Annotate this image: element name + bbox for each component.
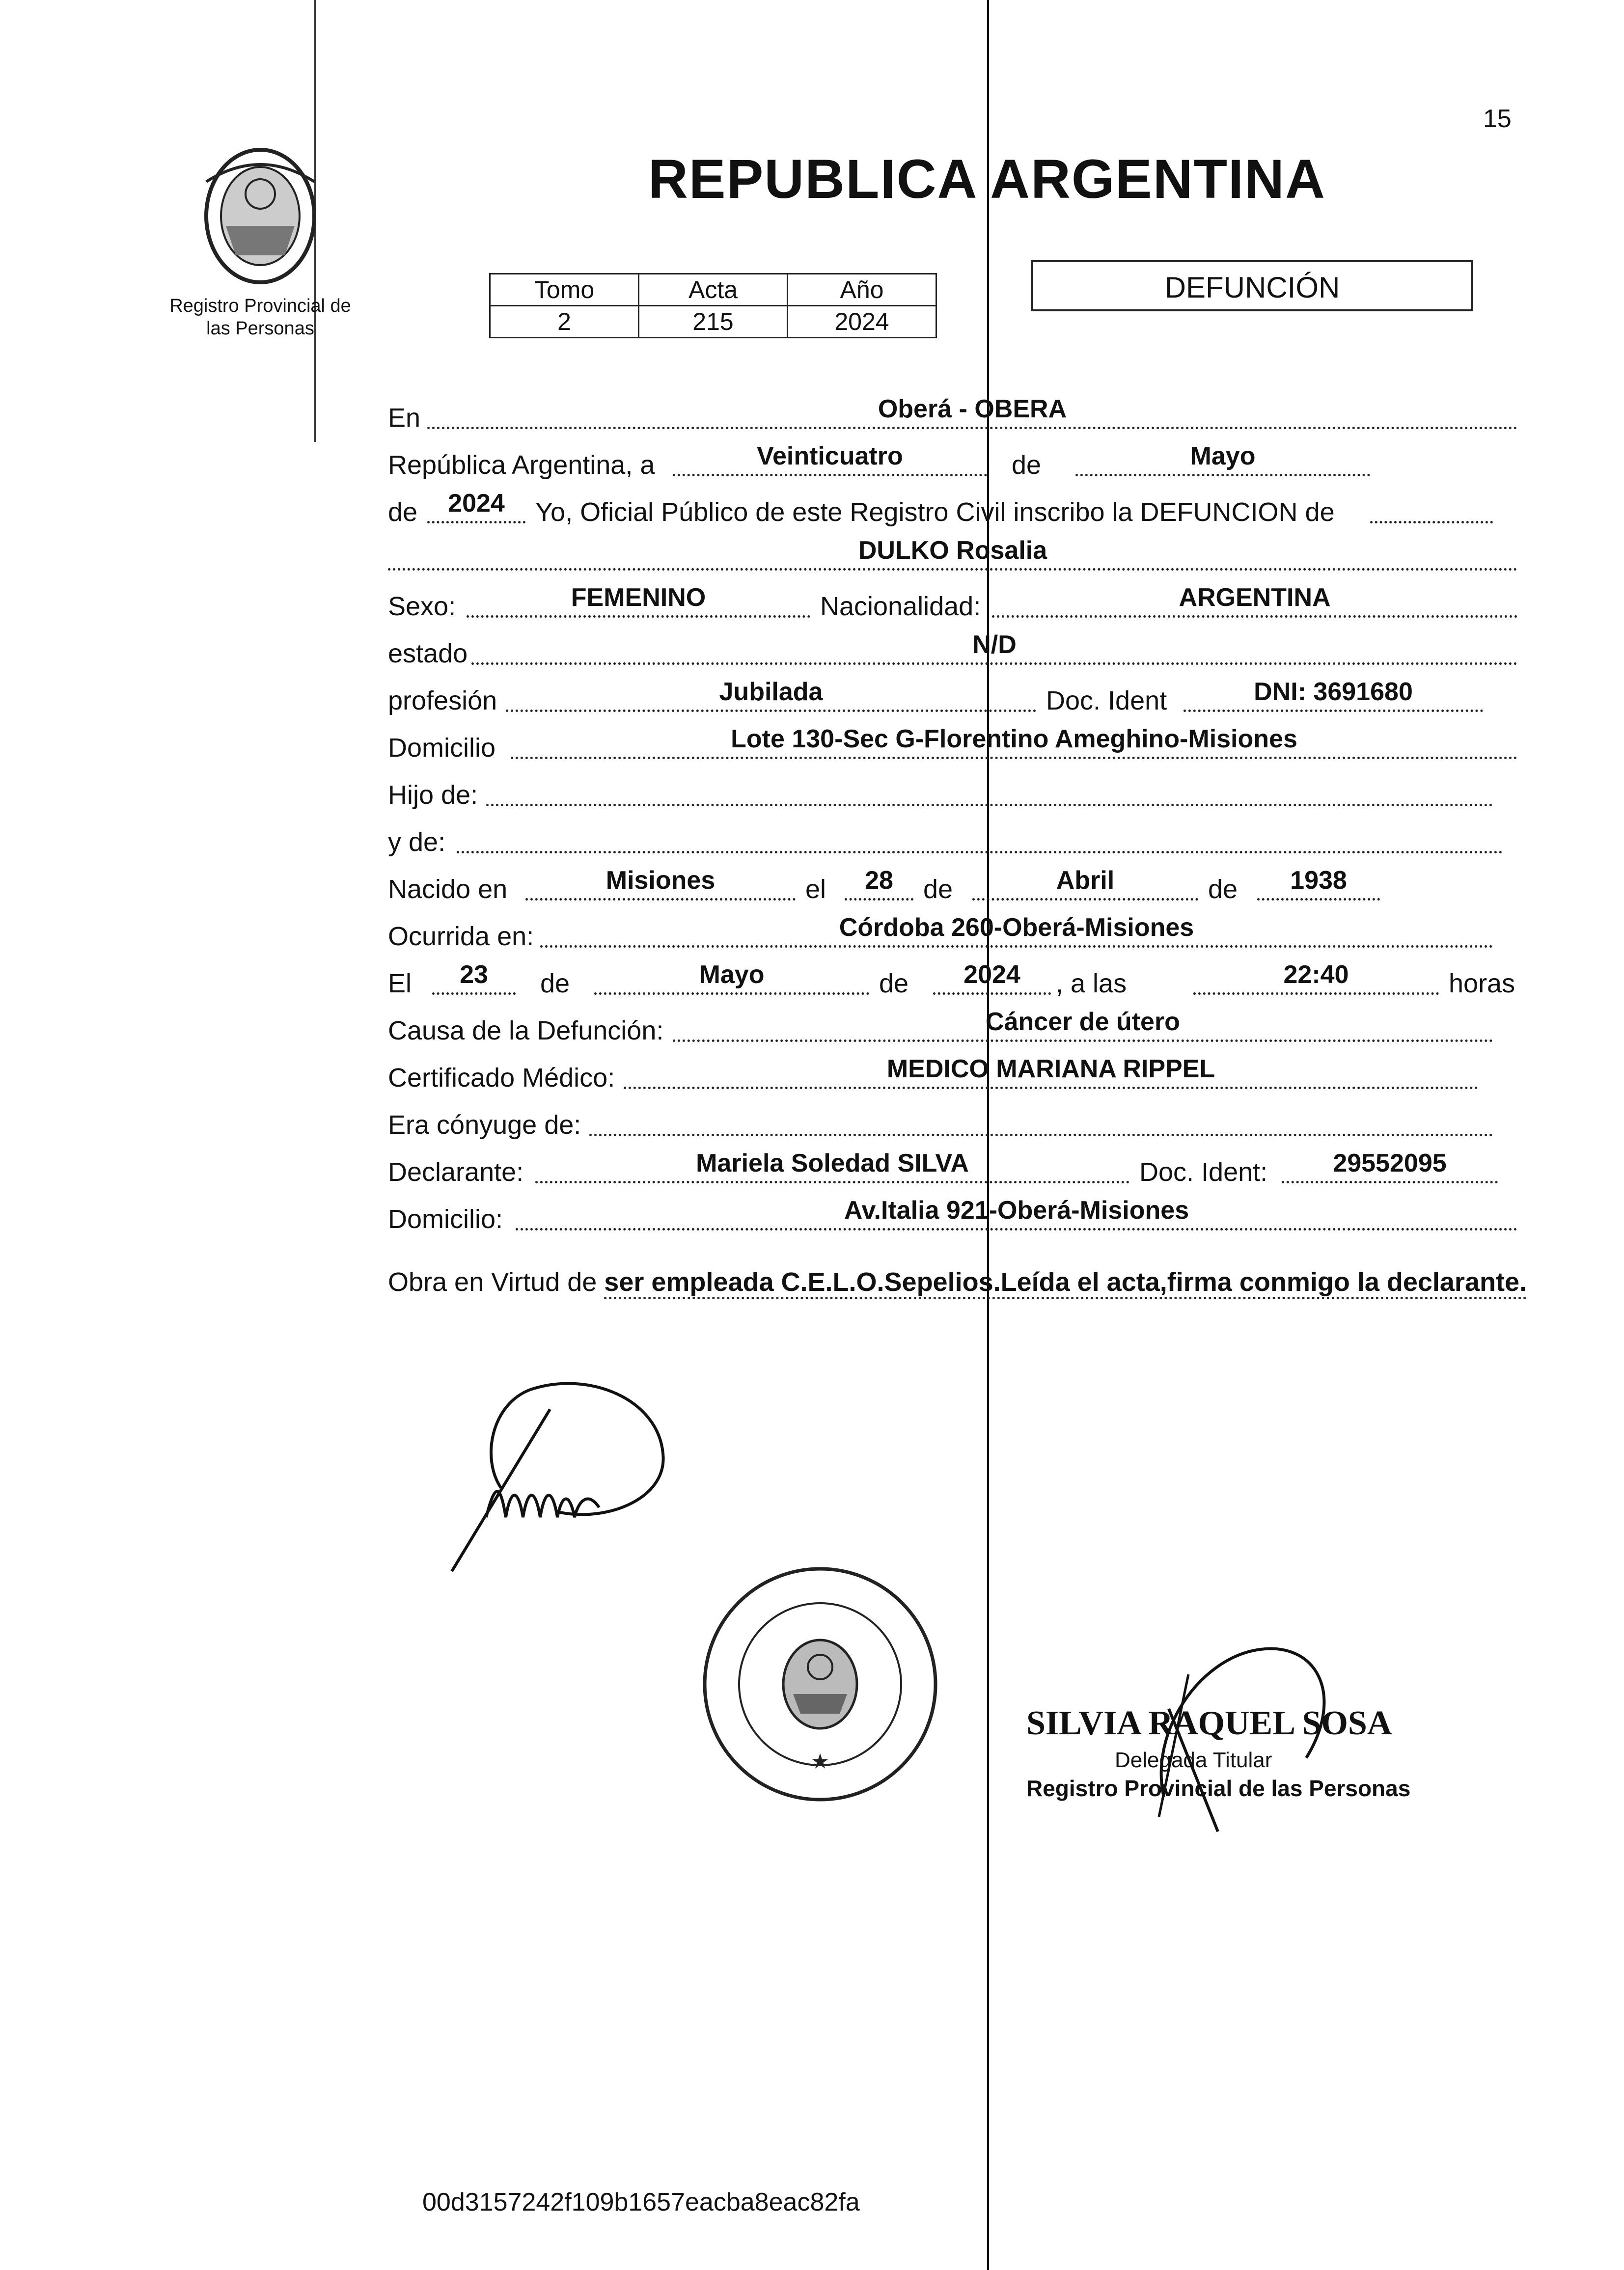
row-fecha-defuncion: [388, 955, 1517, 1002]
header-tomo: Tomo: [490, 274, 639, 306]
field-dia: Veinticuatro: [673, 444, 987, 476]
field-nacionalidad: ARGENTINA: [992, 586, 1517, 618]
field-mes: Mayo: [1075, 444, 1370, 476]
field-def-mes: Mayo: [594, 963, 869, 995]
row-en: [388, 389, 1517, 436]
field-doc2: 29552095: [1282, 1151, 1498, 1183]
header-anio: Año: [788, 274, 936, 306]
document-hash: 00d3157242f109b1657eacba8eac82fa: [422, 2188, 860, 2216]
row-nacido: [388, 860, 1517, 907]
label-estado: estado: [388, 639, 468, 668]
label-domicilio: Domicilio: [388, 733, 496, 763]
field-certificado: MEDICO MARIANA RIPPEL: [624, 1057, 1478, 1089]
row-oficial: [388, 483, 1517, 530]
label-conyuge: Era cónyuge de:: [388, 1110, 581, 1140]
document-title: REPUBLICA ARGENTINA: [648, 148, 1326, 210]
label-en: En: [388, 403, 421, 433]
field-causa: Cáncer de útero: [673, 1010, 1493, 1042]
label-declarante: Declarante:: [388, 1157, 524, 1187]
record-type-box: DEFUNCIÓN: [1031, 260, 1473, 311]
official-office: Registro Provincial de las Personas: [1026, 1776, 1411, 1801]
row-hijo: [388, 766, 1517, 813]
row-causa: [388, 1002, 1517, 1049]
field-nombre: DULKO Rosalia: [388, 539, 1517, 571]
field-nac-dia: 28: [845, 869, 913, 901]
label-republica: República Argentina, a: [388, 450, 655, 480]
field-en: Oberá - OBERA: [427, 397, 1517, 429]
label-ocurrida: Ocurrida en:: [388, 922, 534, 951]
label-de4: de: [1208, 875, 1238, 904]
page-number: 15: [1483, 105, 1512, 133]
field-nacido: Misiones: [525, 869, 796, 901]
label-el: el: [805, 875, 826, 904]
field-obra: ser empleada C.E.L.O.Sepelios.Leída el acta,firma conmigo la declarante.: [604, 1267, 1527, 1299]
registry-line1: Registro Provincial de: [169, 296, 351, 316]
official-role: Delegada Titular: [1115, 1748, 1272, 1772]
label-de: de: [1012, 450, 1042, 480]
label-alas: , a las: [1056, 969, 1127, 998]
value-anio: 2024: [788, 306, 936, 338]
official-name: SILVIA RAQUEL SOSA: [1026, 1704, 1392, 1742]
record-table: [489, 273, 937, 338]
field-domicilio2: Av.Italia 921-Oberá-Misiones: [516, 1199, 1517, 1231]
field-conyuge: [589, 1104, 1493, 1136]
field-anio: 2024: [427, 492, 525, 523]
label-oficial: Yo, Oficial Público de este Registro Civil inscribo la DEFUNCION de: [535, 497, 1335, 527]
row-certificado: [388, 1049, 1517, 1096]
label-de2: de: [388, 497, 418, 527]
label-domicilio2: Domicilio:: [388, 1204, 503, 1234]
field-ocurrida: Córdoba 260-Oberá-Misiones: [540, 916, 1493, 948]
label-certificado: Certificado Médico:: [388, 1063, 615, 1093]
label-causa: Causa de la Defunción:: [388, 1016, 664, 1045]
row-domicilio2: [388, 1190, 1517, 1237]
label-de5: de: [540, 969, 570, 998]
row-nombre: [388, 530, 1517, 577]
registry-name: [157, 295, 363, 340]
row-ocurrida: [388, 907, 1517, 955]
field-profesion: Jubilada: [506, 680, 1036, 712]
label-de6: de: [879, 969, 909, 998]
svg-text:★: ★: [811, 1751, 829, 1772]
field-hora: 22:40: [1193, 963, 1439, 995]
row-fecha: [388, 436, 1517, 483]
field-nac-mes: Abril: [972, 869, 1198, 901]
field-nac-anio: 1938: [1257, 869, 1380, 901]
field-def-anio: 2024: [933, 963, 1051, 995]
declarant-signature: [432, 1360, 707, 1615]
label-doc: Doc. Ident: [1046, 686, 1167, 715]
label-sexo: Sexo:: [388, 592, 456, 621]
label-obra: Obra en Virtud de: [388, 1267, 597, 1297]
field-hijo: [486, 774, 1493, 806]
header-acta: Acta: [639, 274, 788, 306]
label-de3: de: [923, 875, 953, 904]
label-profesion: profesión: [388, 686, 497, 715]
row-sexo: [388, 577, 1517, 625]
field-declarante: Mariela Soledad SILVA: [535, 1151, 1129, 1183]
value-acta: 215: [639, 306, 788, 338]
field-def-dia: 23: [432, 963, 516, 995]
row-conyuge: [388, 1096, 1517, 1143]
label-yde: y de:: [388, 827, 446, 857]
field-doc: DNI: 3691680: [1184, 680, 1483, 712]
row-domicilio: [388, 719, 1517, 766]
row-declarante: [388, 1143, 1517, 1190]
field-domicilio: Lote 130-Sec G-Florentino Ameghino-Misiones: [511, 727, 1517, 759]
label-nacionalidad: Nacionalidad:: [820, 592, 981, 621]
field-sexo: FEMENINO: [467, 586, 810, 618]
label-hijo: Hijo de:: [388, 780, 478, 810]
value-tomo: 2: [490, 306, 639, 338]
field-estado: N/D: [471, 633, 1517, 665]
label-doc2: Doc. Ident:: [1139, 1157, 1268, 1187]
field-oficial-blank: [1370, 492, 1493, 523]
official-round-seal: [697, 1561, 943, 1807]
misiones-coat-of-arms-logo: [187, 142, 334, 290]
row-yde: [388, 813, 1517, 860]
row-estado: [388, 625, 1517, 672]
obra-paragraph: [388, 1262, 1532, 1302]
label-horas: horas: [1449, 969, 1515, 998]
label-nacido: Nacido en: [388, 875, 508, 904]
field-yde: [457, 821, 1503, 853]
row-profesion: [388, 672, 1517, 719]
registry-line2: las Personas: [206, 318, 314, 339]
label-el2: El: [388, 969, 412, 998]
